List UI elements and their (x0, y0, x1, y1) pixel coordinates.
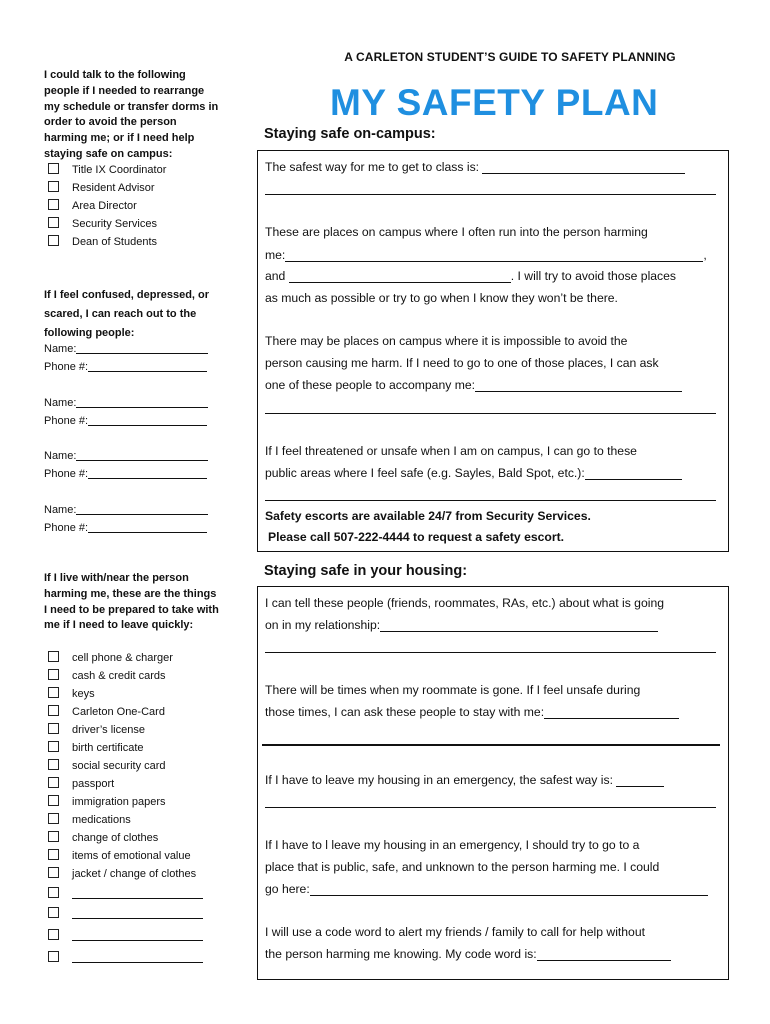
reach-out-heading: If I feel confused, depressed, or scared, I can reach out to the following people: (44, 289, 210, 339)
name-label: Name: (44, 504, 77, 516)
question-text: on in my relationship: (265, 618, 381, 632)
item-label: medications (72, 814, 131, 826)
phone-label: Phone #: (44, 415, 89, 427)
item-label: keys (72, 688, 95, 700)
item-label: change of clothes (72, 832, 159, 844)
checkbox[interactable] (48, 907, 59, 918)
housing-q5-line2 (265, 946, 671, 962)
campus-box (257, 150, 729, 552)
checkbox[interactable] (48, 217, 59, 228)
schedule-option[interactable] (48, 163, 166, 179)
phone-label: Phone #: (44, 522, 89, 534)
answer-line[interactable] (265, 807, 716, 808)
question-text: the person harming me knowing. My code word is: (265, 947, 537, 961)
checkbox[interactable] (48, 867, 59, 878)
checkbox[interactable] (48, 795, 59, 806)
item-label: social security card (72, 760, 166, 772)
housing-q4-line3 (265, 881, 708, 897)
housing-q4-line2: place that is public, safe, and unknown to the person harming me. I could (265, 860, 660, 874)
checkbox[interactable] (48, 651, 59, 662)
checkbox[interactable] (48, 887, 59, 898)
checkbox[interactable] (48, 813, 59, 824)
blank-entry-line[interactable] (72, 888, 203, 899)
housing-item[interactable] (48, 687, 95, 703)
question-text: go here: (265, 882, 310, 896)
question-text: public areas where I feel safe (e.g. Sayles, Bald Spot, etc.): (265, 466, 585, 480)
checkbox[interactable] (48, 849, 59, 860)
campus-q4-line1: If I feel threatened or unsafe when I am on campus, I can go to these (265, 444, 637, 458)
item-label: immigration papers (72, 796, 166, 808)
campus-q2-line1: These are places on campus where I often run into the person harming (265, 225, 648, 239)
answer-line[interactable] (310, 883, 708, 896)
contact-name-field[interactable] (44, 343, 208, 355)
schedule-option[interactable] (48, 199, 137, 215)
schedule-option[interactable] (48, 181, 155, 197)
question-text: If I have to leave my housing in an emergency, the safest way is: (265, 773, 613, 787)
housing-section-title: Staying safe in your housing: (264, 563, 468, 579)
housing-item[interactable] (48, 651, 173, 667)
housing-item-blank[interactable] (48, 907, 203, 923)
checkbox[interactable] (48, 951, 59, 962)
question-text: The safest way for me to get to class is: (265, 160, 480, 174)
contact-phone-field[interactable] (44, 361, 207, 373)
item-label: cell phone & charger (72, 652, 173, 664)
answer-line[interactable] (262, 744, 720, 746)
housing-item[interactable] (48, 849, 191, 865)
blank-entry-line[interactable] (72, 952, 203, 963)
question-text: one of these people to accompany me: (265, 378, 476, 392)
answer-line[interactable] (265, 413, 716, 414)
page-title: MY SAFETY PLAN (330, 82, 659, 123)
housing-item[interactable] (48, 867, 196, 883)
contact-phone-field[interactable] (44, 522, 207, 534)
campus-q2-line4: as much as possible or try to go when I know they won’t be there. (265, 291, 618, 305)
item-label: birth certificate (72, 742, 144, 754)
phone-label: Phone #: (44, 361, 89, 373)
checkbox[interactable] (48, 777, 59, 788)
blank-entry-line[interactable] (72, 908, 203, 919)
housing-item[interactable] (48, 723, 145, 739)
housing-item[interactable] (48, 813, 131, 829)
contact-name-field[interactable] (44, 504, 208, 516)
campus-q1 (265, 159, 685, 175)
answer-line[interactable] (265, 652, 716, 653)
answer-line[interactable] (482, 161, 685, 174)
checkbox[interactable] (48, 687, 59, 698)
answer-line[interactable] (475, 379, 682, 392)
contact-name-field[interactable] (44, 397, 208, 409)
option-label: Title IX Coordinator (72, 164, 167, 176)
escort-info-line2: Please call 507-222-4444 to request a safety escort. (268, 530, 565, 544)
item-label: passport (72, 778, 115, 790)
housing-q2-line2 (265, 704, 679, 720)
campus-q2-line3 (265, 268, 676, 284)
answer-line[interactable] (265, 194, 716, 195)
housing-q2-line1: There will be times when my roommate is gone. If I feel unsafe during (265, 683, 641, 697)
answer-line[interactable] (544, 706, 679, 719)
checkbox[interactable] (48, 199, 59, 210)
answer-line[interactable] (265, 500, 716, 501)
housing-box (257, 586, 729, 980)
name-label: Name: (44, 450, 77, 462)
question-text: . I will try to avoid those places (510, 269, 677, 283)
checkbox[interactable] (48, 163, 59, 174)
question-text: and (265, 269, 286, 283)
item-label: Carleton One-Card (72, 706, 165, 718)
housing-item[interactable] (48, 741, 144, 757)
option-label: Resident Advisor (72, 182, 155, 194)
housing-q3-line1 (265, 772, 664, 788)
housing-item[interactable] (48, 795, 166, 811)
housing-item-blank[interactable] (48, 951, 203, 967)
checkbox[interactable] (48, 235, 59, 246)
contact-name-field[interactable] (44, 450, 208, 462)
phone-label: Phone #: (44, 468, 89, 480)
item-label: cash & credit cards (72, 670, 166, 682)
housing-q4-line1: If I have to l leave my housing in an emergency, I should try to go to a (265, 838, 640, 852)
checkbox[interactable] (48, 181, 59, 192)
question-text: me: (265, 248, 286, 262)
checkbox[interactable] (48, 759, 59, 770)
housing-items-heading: If I live with/near the person harming me, these are the things I need to be prepared to take with me if I need to leave quickly: (44, 572, 219, 632)
schedule-option[interactable] (48, 217, 157, 233)
checkbox[interactable] (48, 831, 59, 842)
campus-q3-line1: There may be places on campus where it is impossible to avoid the (265, 334, 628, 348)
escort-info-line1: Safety escorts are available 24/7 from Security Services. (265, 509, 591, 523)
answer-line[interactable] (285, 249, 703, 262)
answer-line[interactable] (380, 619, 658, 632)
answer-line[interactable] (616, 774, 664, 787)
housing-item[interactable] (48, 831, 158, 847)
housing-item[interactable] (48, 669, 166, 685)
checkbox[interactable] (48, 723, 59, 734)
answer-line[interactable] (537, 948, 671, 961)
name-label: Name: (44, 397, 77, 409)
item-label: driver’s license (72, 724, 145, 736)
question-text: those times, I can ask these people to stay with me: (265, 705, 545, 719)
schedule-option[interactable] (48, 235, 157, 251)
answer-line[interactable] (289, 270, 511, 283)
schedule-help-heading: I could talk to the following people if I needed to rearrange my schedule or transfer dorms in order to avoid the person harming me; or if I need help staying safe on campus: (44, 69, 219, 160)
campus-section-title: Staying safe on-campus: (264, 126, 436, 142)
guide-title: A CARLETON STUDENT’S GUIDE TO SAFETY PLANNING (344, 50, 676, 64)
housing-item-blank[interactable] (48, 929, 203, 945)
checkbox[interactable] (48, 741, 59, 752)
housing-q5-line1: I will use a code word to alert my friends / family to call for help without (265, 925, 646, 939)
contact-phone-field[interactable] (44, 415, 207, 427)
answer-line[interactable] (585, 467, 682, 480)
option-label: Area Director (72, 200, 137, 212)
housing-q1-line1: I can tell these people (friends, roommates, RAs, etc.) about what is going (265, 596, 665, 610)
checkbox[interactable] (48, 705, 59, 716)
campus-q2-line2: me: , (265, 248, 707, 262)
item-label: jacket / change of clothes (72, 868, 197, 880)
checkbox[interactable] (48, 669, 59, 680)
campus-q3-line2: person causing me harm. If I need to go to one of those places, I can ask (265, 356, 659, 370)
blank-entry-line[interactable] (72, 930, 203, 941)
checkbox[interactable] (48, 929, 59, 940)
campus-q3-line3 (265, 377, 682, 393)
option-label: Security Services (72, 218, 157, 230)
option-label: Dean of Students (72, 236, 158, 248)
housing-item-blank[interactable] (48, 887, 203, 903)
item-label: items of emotional value (72, 850, 191, 862)
campus-q4-line2 (265, 465, 682, 481)
housing-item[interactable] (48, 705, 165, 721)
contact-phone-field[interactable] (44, 468, 207, 480)
housing-item[interactable] (48, 759, 166, 775)
name-label: Name: (44, 343, 77, 355)
housing-q1-line2 (265, 617, 658, 633)
housing-item[interactable] (48, 777, 114, 793)
